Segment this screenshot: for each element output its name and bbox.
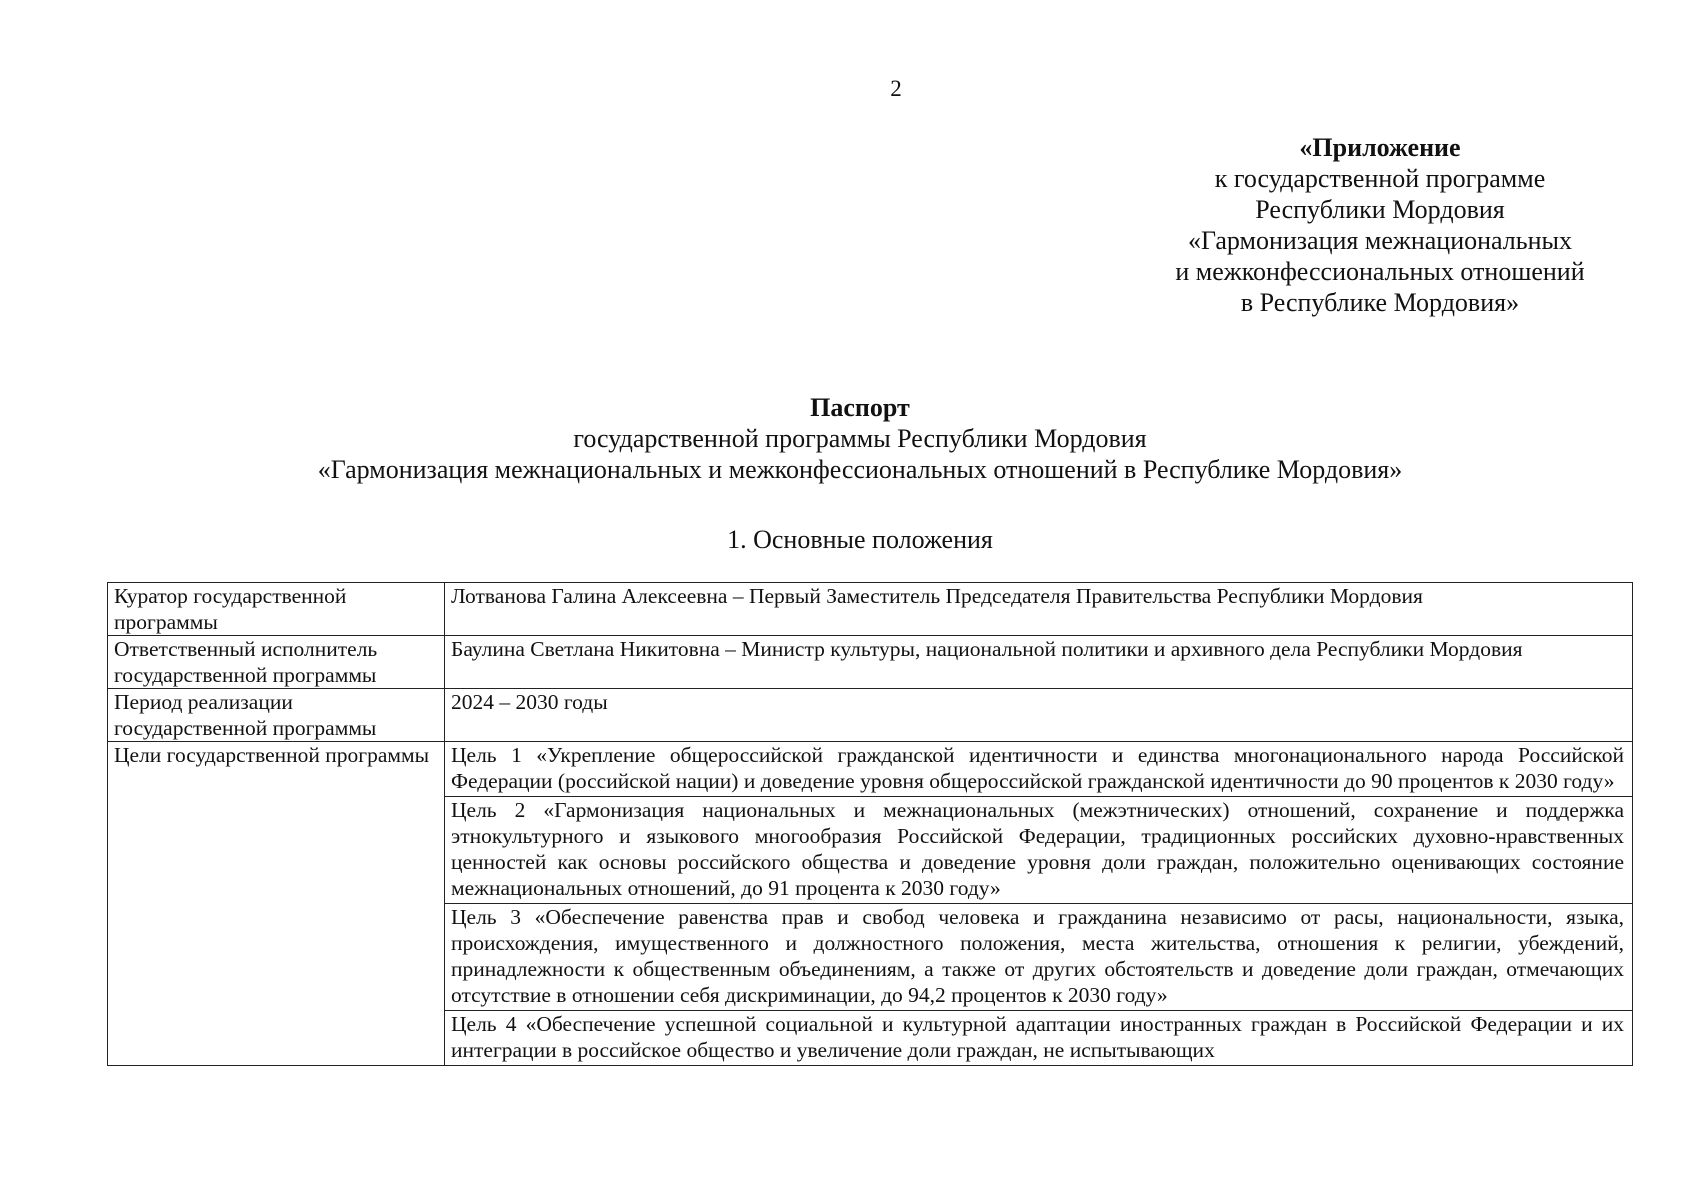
appendix-block — [1080, 132, 1680, 318]
appendix-line: «Гармонизация межнациональных — [1187, 226, 1573, 255]
page-number: 2 — [890, 76, 902, 101]
goals-cell — [445, 742, 1633, 1066]
table-row — [108, 689, 1633, 742]
goal-item — [445, 742, 1632, 797]
appendix-line: к государственной программе — [1214, 164, 1546, 193]
main-provisions-table — [107, 582, 1633, 1066]
goal-text: Цель 4 «Обеспечение успешной социальной и культурной адаптации иностранных граждан в Российской Федерации и их интеграции в российское общество и увеличение доли граждан, не испытывающих — [451, 1012, 1624, 1062]
passport-subtitle-line1: государственной программы Республики Мордовия — [573, 424, 1147, 453]
goal-text: Цель 1 «Укрепление общероссийской гражданской идентичности и единства многонационального народа Российской Федерации (российской нации) и доведение уровня общероссийской гражданской идентичности до 90 процентов к 2030 году» — [451, 743, 1624, 793]
section-title: 1. Основные положения — [727, 525, 993, 554]
row-label: Ответственный исполнитель государственной программы — [108, 636, 445, 689]
goal-item — [445, 904, 1632, 1011]
goal-text: Цель 3 «Обеспечение равенства прав и свобод человека и гражданина независимо от расы, национальности, языка, происхождения, имущественного и должностного положения, места жительства, отношения к религии, убеждений, принадлежности к общественным объединениям, а также от других обстоятельств и доведение доли граждан, отмечающих отсутствие в отношении себя дискриминации, до 94,2 процентов к 2030 году» — [451, 905, 1624, 1007]
row-label: Куратор государственной программы — [108, 583, 445, 636]
goals-label: Цели государственной программы — [108, 742, 445, 1066]
goal-item — [445, 797, 1632, 904]
row-value: Баулина Светлана Никитовна – Министр культуры, национальной политики и архивного дела Республики Мордовия — [445, 636, 1633, 689]
appendix-line: в Республике Мордовия» — [1240, 288, 1520, 317]
table-row-goals — [108, 742, 1633, 1066]
passport-heading — [0, 392, 1698, 485]
appendix-line: и межконфессиональных отношений — [1175, 257, 1585, 286]
table-row — [108, 583, 1633, 636]
goal-text: Цель 2 «Гармонизация национальных и межнациональных (межэтнических) отношений, сохранение и поддержка этнокультурного и языкового многообразия Российской Федерации, традиционных российских духовно-нравственных ценностей как основы российского общества и доведение уровня доли граждан, положительно оценивающих состояние межнациональных отношений, до 91 процента к 2030 году» — [451, 798, 1624, 900]
passport-subtitle-line2: «Гармонизация межнациональных и межконфессиональных отношений в Республике Мордовия» — [317, 455, 1403, 484]
goal-item — [445, 1011, 1632, 1065]
row-value: Лотванова Галина Алексеевна – Первый Заместитель Председателя Правительства Республики Мордовия — [445, 583, 1633, 636]
row-value: 2024 – 2030 годы — [445, 689, 1633, 742]
passport-title: Паспорт — [810, 393, 910, 422]
table-row — [108, 636, 1633, 689]
appendix-title: «Приложение — [1299, 133, 1461, 162]
row-label: Период реализации государственной программы — [108, 689, 445, 742]
appendix-line: Республики Мордовия — [1255, 195, 1505, 224]
